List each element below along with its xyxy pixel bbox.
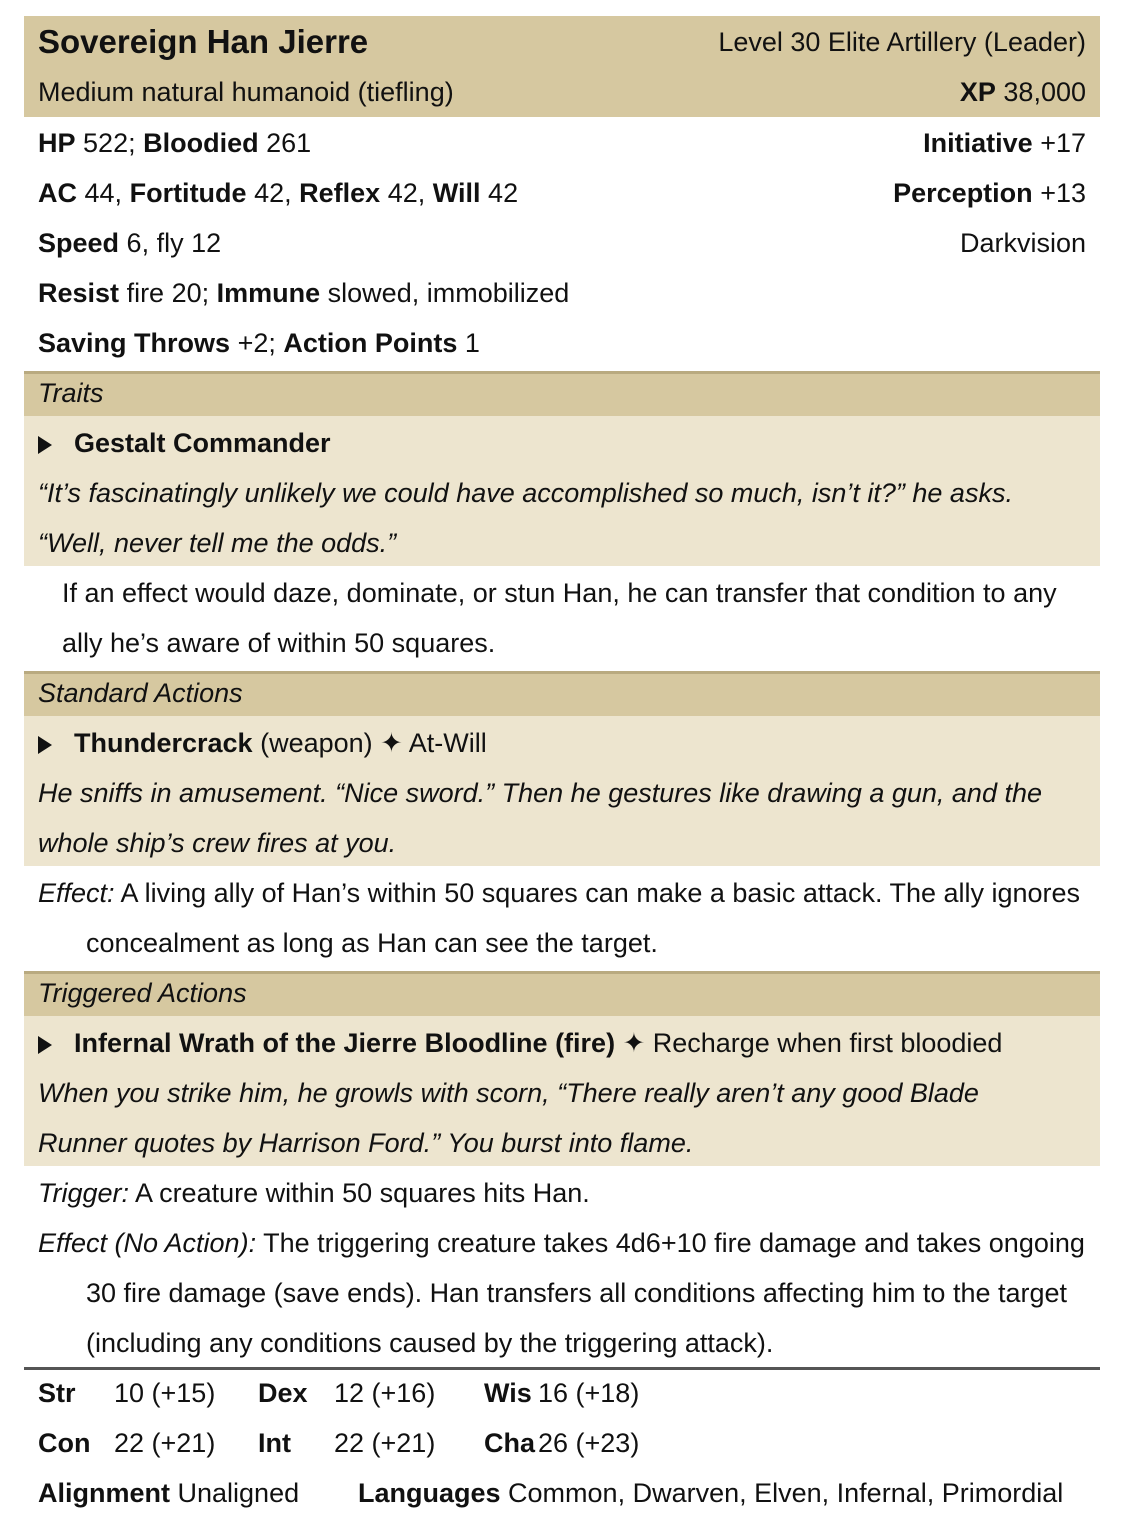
saves-value: +2; (237, 328, 276, 358)
trigger-label: Trigger: (38, 1178, 130, 1208)
effect-text: (including any conditions caused by the triggering attack). (86, 1328, 774, 1358)
power-keyword: (weapon) (260, 728, 373, 758)
traits-desc-1 (24, 568, 1100, 618)
header-row-1 (24, 17, 1100, 67)
monster-type: Medium natural humanoid (tiefling) (38, 77, 454, 107)
resist-value: fire 20; (126, 278, 210, 308)
description-text: If an effect would daze, dominate, or stun Han, he can transfer that condition to any (62, 578, 1057, 608)
con-value: 22 (+21) (114, 1428, 216, 1458)
section-traits-title: Traits (38, 378, 104, 408)
hp-label: HP (38, 128, 76, 158)
standard-effect-2 (24, 918, 1100, 968)
standard-flavor-1 (24, 768, 1100, 818)
ac-label: AC (38, 178, 77, 208)
initiative (923, 118, 1086, 168)
ap-label: Action Points (283, 328, 458, 358)
section-standard-title: Standard Actions (38, 678, 243, 708)
str-label: Str (38, 1378, 76, 1408)
languages (358, 1468, 1063, 1518)
flavor-text: “It’s fascinatingly unlikely we could have accomplished so much, isn’t it?” he asks. (38, 478, 1013, 508)
perception-label: Perception (893, 178, 1033, 208)
initiative-label: Initiative (923, 128, 1033, 158)
power-name-gestalt: Gestalt Commander (74, 428, 331, 458)
triangle-bullet-icon (38, 736, 52, 754)
ap-value: 1 (464, 328, 480, 358)
trigger-text: A creature within 50 squares hits Han. (135, 1178, 590, 1208)
hp-row (24, 118, 1100, 168)
description-text: ally he’s aware of within 50 squares. (62, 628, 496, 658)
perception-value: +13 (1040, 178, 1086, 208)
reflex-label: Reflex (299, 178, 381, 208)
section-standard-actions (24, 674, 1100, 716)
standard-power-name-row (24, 718, 1100, 768)
effect-text: concealment as long as Han can see the target. (86, 928, 658, 958)
dex-value: 12 (+16) (334, 1378, 436, 1408)
resist-label: Resist (38, 278, 120, 308)
effect-text: 30 fire damage (save ends). Han transfers all conditions affecting him to the target (86, 1278, 1068, 1308)
triggered-trigger (24, 1168, 1100, 1218)
saves-row (24, 318, 1100, 368)
perception (893, 168, 1086, 218)
int-label: Int (258, 1428, 291, 1458)
languages-label: Languages (358, 1478, 501, 1508)
standard-effect-1 (24, 868, 1100, 918)
flavor-text: “Well, never tell me the odds.” (38, 528, 397, 558)
triggered-effect-1 (24, 1218, 1100, 1268)
cha-label: Cha (484, 1428, 536, 1458)
traits-flavor-1 (24, 468, 1100, 518)
alignment-label: Alignment (38, 1478, 170, 1508)
abilities-row-2 (24, 1418, 1100, 1468)
flavor-text: Runner quotes by Harrison Ford.” You burst into flame. (38, 1128, 694, 1158)
power-name-infernal-wrath: Infernal Wrath of the Jierre Bloodline (fire) (74, 1028, 616, 1058)
int-value: 22 (+21) (334, 1428, 436, 1458)
effect-label: Effect (No Action): (38, 1228, 257, 1258)
flavor-text: whole ship’s crew fires at you. (38, 828, 397, 858)
power-name-thundercrack: Thundercrack (74, 728, 253, 758)
section-triggered-actions (24, 974, 1100, 1016)
reflex-value: 42, (387, 178, 426, 208)
speed-label: Speed (38, 228, 120, 258)
section-triggered-title: Triggered Actions (38, 978, 247, 1008)
fort-label: Fortitude (129, 178, 247, 208)
triggered-flavor-1 (24, 1068, 1100, 1118)
abilities-row-1 (24, 1368, 1100, 1418)
triggered-flavor-2 (24, 1118, 1100, 1168)
triangle-bullet-icon (38, 1036, 52, 1054)
wis-label: Wis (484, 1378, 532, 1408)
bloodied-value: 261 (266, 128, 312, 158)
diamond-separator-icon: ✦ (622, 1028, 646, 1058)
alignment-languages-row (24, 1468, 1100, 1518)
fort-value: 42, (254, 178, 292, 208)
alignment (38, 1468, 299, 1518)
hp-value: 522; (83, 128, 136, 158)
standard-flavor-2 (24, 818, 1100, 868)
wis-value: 16 (+18) (538, 1378, 640, 1408)
resist-row (24, 268, 1100, 318)
will-label: Will (432, 178, 481, 208)
bloodied-label: Bloodied (143, 128, 259, 158)
saves-label: Saving Throws (38, 328, 231, 358)
str-value: 10 (+15) (114, 1378, 216, 1408)
header-row-2 (24, 67, 1100, 117)
speed-row (24, 218, 1100, 268)
traits-flavor-2 (24, 518, 1100, 568)
immune-label: Immune (216, 278, 321, 308)
speed-value: 6, fly 12 (126, 228, 222, 258)
traits-desc-2 (24, 618, 1100, 668)
section-traits (24, 374, 1100, 416)
ac-value: 44, (84, 178, 123, 208)
cha-value: 26 (+23) (538, 1428, 640, 1458)
dex-label: Dex (258, 1378, 308, 1408)
traits-power-name-row (24, 418, 1100, 468)
immune-value: slowed, immobilized (327, 278, 570, 308)
con-label: Con (38, 1428, 91, 1458)
languages-value: Common, Dwarven, Elven, Infernal, Primordial (508, 1478, 1064, 1508)
level-role: Level 30 Elite Artillery (Leader) (718, 27, 1086, 57)
initiative-value: +17 (1040, 128, 1086, 158)
diamond-separator-icon: ✦ (380, 728, 403, 758)
triggered-effect-2 (24, 1268, 1100, 1318)
triggered-effect-3 (24, 1318, 1100, 1368)
senses: Darkvision (959, 228, 1086, 258)
alignment-value: Unaligned (177, 1478, 300, 1508)
will-value: 42 (488, 178, 519, 208)
triangle-bullet-icon (38, 436, 52, 454)
xp-label: XP (959, 77, 996, 107)
power-usage: At-Will (408, 728, 487, 758)
xp (960, 67, 1086, 117)
defenses-row (24, 168, 1100, 218)
triggered-power-name-row (24, 1018, 1100, 1068)
effect-text: The triggering creature takes 4d6+10 fire damage and takes ongoing (263, 1228, 1085, 1258)
xp-value: 38,000 (1003, 77, 1086, 107)
effect-text: A living ally of Han’s within 50 squares can make a basic attack. The ally ignores (120, 878, 1081, 908)
monster-name: Sovereign Han Jierre (38, 23, 369, 60)
flavor-text: He sniffs in amusement. “Nice sword.” Then he gestures like drawing a gun, and the (38, 778, 1042, 808)
flavor-text: When you strike him, he growls with scorn, “There really aren’t any good Blade (38, 1078, 979, 1108)
power-usage: Recharge when first bloodied (652, 1028, 1003, 1058)
effect-label: Effect: (38, 878, 115, 908)
